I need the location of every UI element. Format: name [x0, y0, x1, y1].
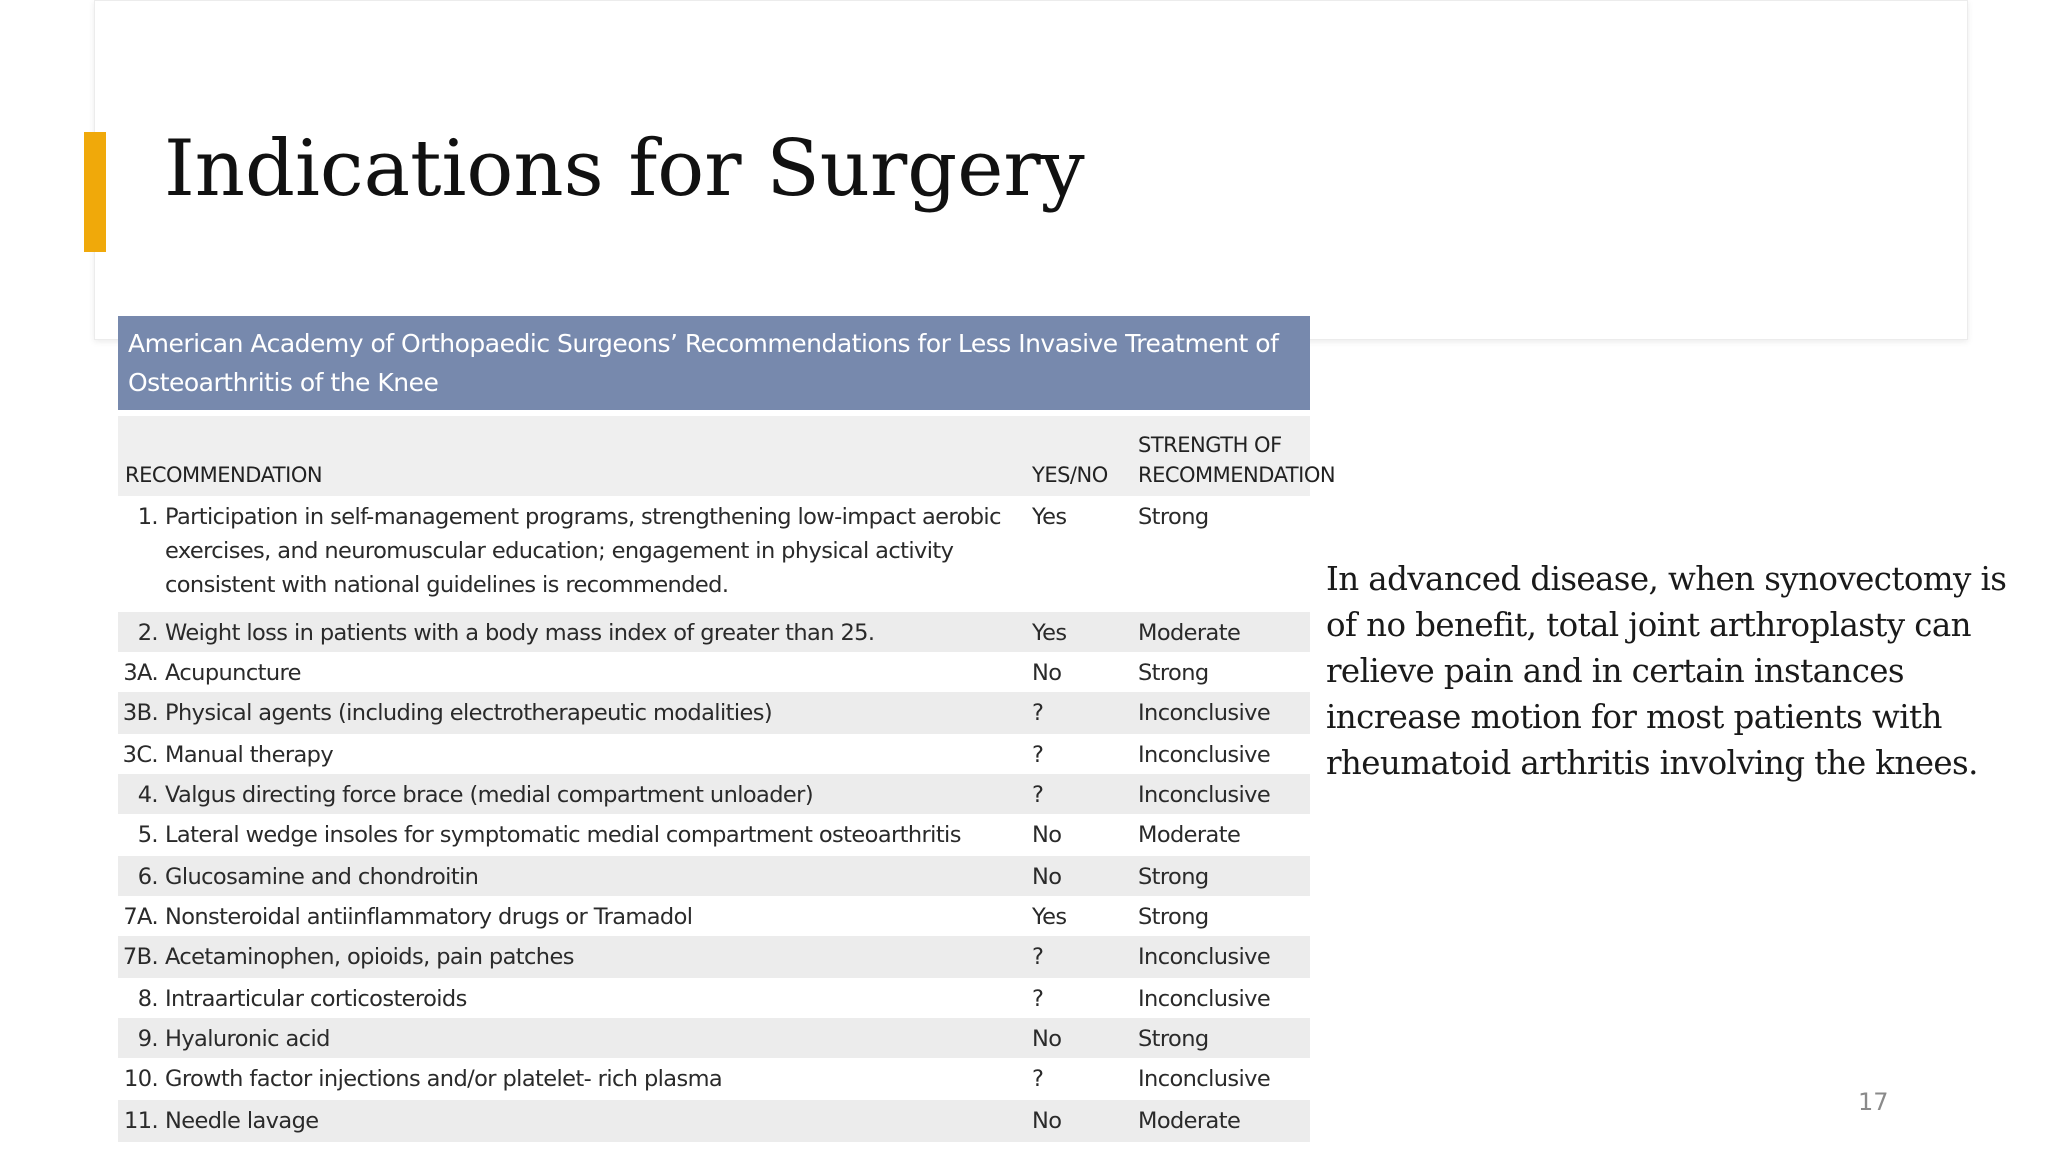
row-yes-no: ? — [1032, 700, 1044, 726]
row-number: 7A. — [123, 904, 158, 930]
row-yes-no: ? — [1032, 944, 1044, 970]
header-yes-no: YES/NO — [1032, 463, 1108, 487]
header-recommendation: RECOMMENDATION — [125, 463, 323, 487]
row-strength: Strong — [1138, 504, 1209, 530]
row-yes-no: ? — [1032, 742, 1044, 768]
row-strength: Inconclusive — [1138, 700, 1271, 726]
row-number: 7B. — [122, 944, 158, 970]
row-recommendation: Weight loss in patients with a body mass index of greater than 25. — [165, 620, 875, 646]
table-row — [118, 896, 1310, 936]
row-number: 10. — [124, 1066, 158, 1092]
row-recommendation: Participation in self-management programs, strengthening low-impact aerobic exercises, and neuromuscular education; engagement in physical activity consistent with national guidelines is recommended. — [165, 504, 1001, 598]
row-strength: Inconclusive — [1138, 986, 1271, 1012]
row-yes-no: Yes — [1032, 504, 1067, 530]
row-yes-no: Yes — [1032, 904, 1067, 930]
table-row — [118, 936, 1310, 978]
row-yes-no: No — [1032, 1026, 1062, 1052]
table-row — [118, 774, 1310, 814]
header-strength-line-1: STRENGTH OF — [1138, 433, 1282, 457]
table-row — [118, 612, 1310, 652]
table-row — [118, 652, 1310, 692]
table-row — [118, 1100, 1310, 1142]
row-recommendation: Glucosamine and chondroitin — [165, 864, 479, 890]
row-number: 2. — [137, 620, 158, 646]
row-yes-no: No — [1032, 864, 1062, 890]
row-strength: Strong — [1138, 1026, 1209, 1052]
row-strength: Moderate — [1138, 822, 1241, 848]
table-row — [118, 1058, 1310, 1100]
row-number: 6. — [137, 864, 158, 890]
row-strength: Inconclusive — [1138, 1066, 1271, 1092]
row-number: 3B. — [122, 700, 158, 726]
row-recommendation: Valgus directing force brace (medial compartment unloader) — [165, 782, 814, 808]
table-row — [118, 734, 1310, 774]
row-recommendation: Intraarticular corticosteroids — [165, 986, 467, 1012]
row-number: 4. — [137, 782, 158, 808]
row-yes-no: ? — [1032, 1066, 1044, 1092]
row-strength: Inconclusive — [1138, 944, 1271, 970]
title-accent-bar — [84, 132, 106, 252]
row-number: 3A. — [123, 660, 158, 686]
row-recommendation: Needle lavage — [165, 1108, 319, 1134]
table-row — [118, 814, 1310, 856]
page-number: 17 — [1858, 1088, 1889, 1116]
table-row — [118, 1018, 1310, 1058]
row-recommendation: Physical agents (including electrotherapeutic modalities) — [165, 700, 773, 726]
slide-title: Indications for Surgery — [164, 124, 1085, 214]
row-recommendation: Acetaminophen, opioids, pain patches — [165, 944, 574, 970]
row-number: 11. — [124, 1108, 158, 1134]
row-strength: Inconclusive — [1138, 782, 1271, 808]
table-row — [118, 978, 1310, 1018]
row-yes-no: Yes — [1032, 620, 1067, 646]
row-number: 1. — [137, 504, 158, 530]
row-yes-no: No — [1032, 822, 1062, 848]
row-strength: Strong — [1138, 660, 1209, 686]
table-caption-line-1: American Academy of Orthopaedic Surgeons’ Recommendations for Less Invasive Treatment of — [128, 329, 1279, 358]
row-recommendation: Acupuncture — [165, 660, 301, 686]
row-strength: Moderate — [1138, 1108, 1241, 1134]
row-strength: Moderate — [1138, 620, 1241, 646]
side-paragraph: In advanced disease, when synovectomy is of no benefit, total joint arthroplasty can relieve pain and in certain instances increase motion for most patients with rheumatoid arthritis involving the knees. — [1326, 560, 2007, 782]
row-number: 8. — [137, 986, 158, 1012]
row-recommendation: Nonsteroidal antiinflammatory drugs or Tramadol — [165, 904, 693, 930]
recommendations-table — [118, 316, 1336, 1152]
row-strength: Strong — [1138, 904, 1209, 930]
row-strength: Inconclusive — [1138, 742, 1271, 768]
table-header-row — [118, 416, 1336, 496]
row-yes-no: ? — [1032, 782, 1044, 808]
row-yes-no: ? — [1032, 986, 1044, 1012]
table-row — [118, 692, 1310, 734]
row-yes-no: No — [1032, 660, 1062, 686]
row-yes-no: No — [1032, 1108, 1062, 1134]
row-recommendation: Manual therapy — [165, 742, 334, 768]
row-strength: Strong — [1138, 864, 1209, 890]
table-row — [118, 496, 1310, 612]
row-recommendation: Lateral wedge insoles for symptomatic medial compartment osteoarthritis — [165, 822, 961, 848]
row-number: 3C. — [122, 742, 158, 768]
row-recommendation: Hyaluronic acid — [165, 1026, 330, 1052]
table-caption — [118, 316, 1310, 410]
table-row — [118, 856, 1310, 896]
header-strength-line-2: RECOMMENDATION — [1138, 463, 1336, 487]
row-number: 9. — [137, 1026, 158, 1052]
row-number: 5. — [137, 822, 158, 848]
header-strength — [1138, 430, 1335, 490]
table-caption-line-2: Osteoarthritis of the Knee — [128, 368, 439, 397]
row-recommendation: Growth factor injections and/or platelet- rich plasma — [165, 1066, 723, 1092]
